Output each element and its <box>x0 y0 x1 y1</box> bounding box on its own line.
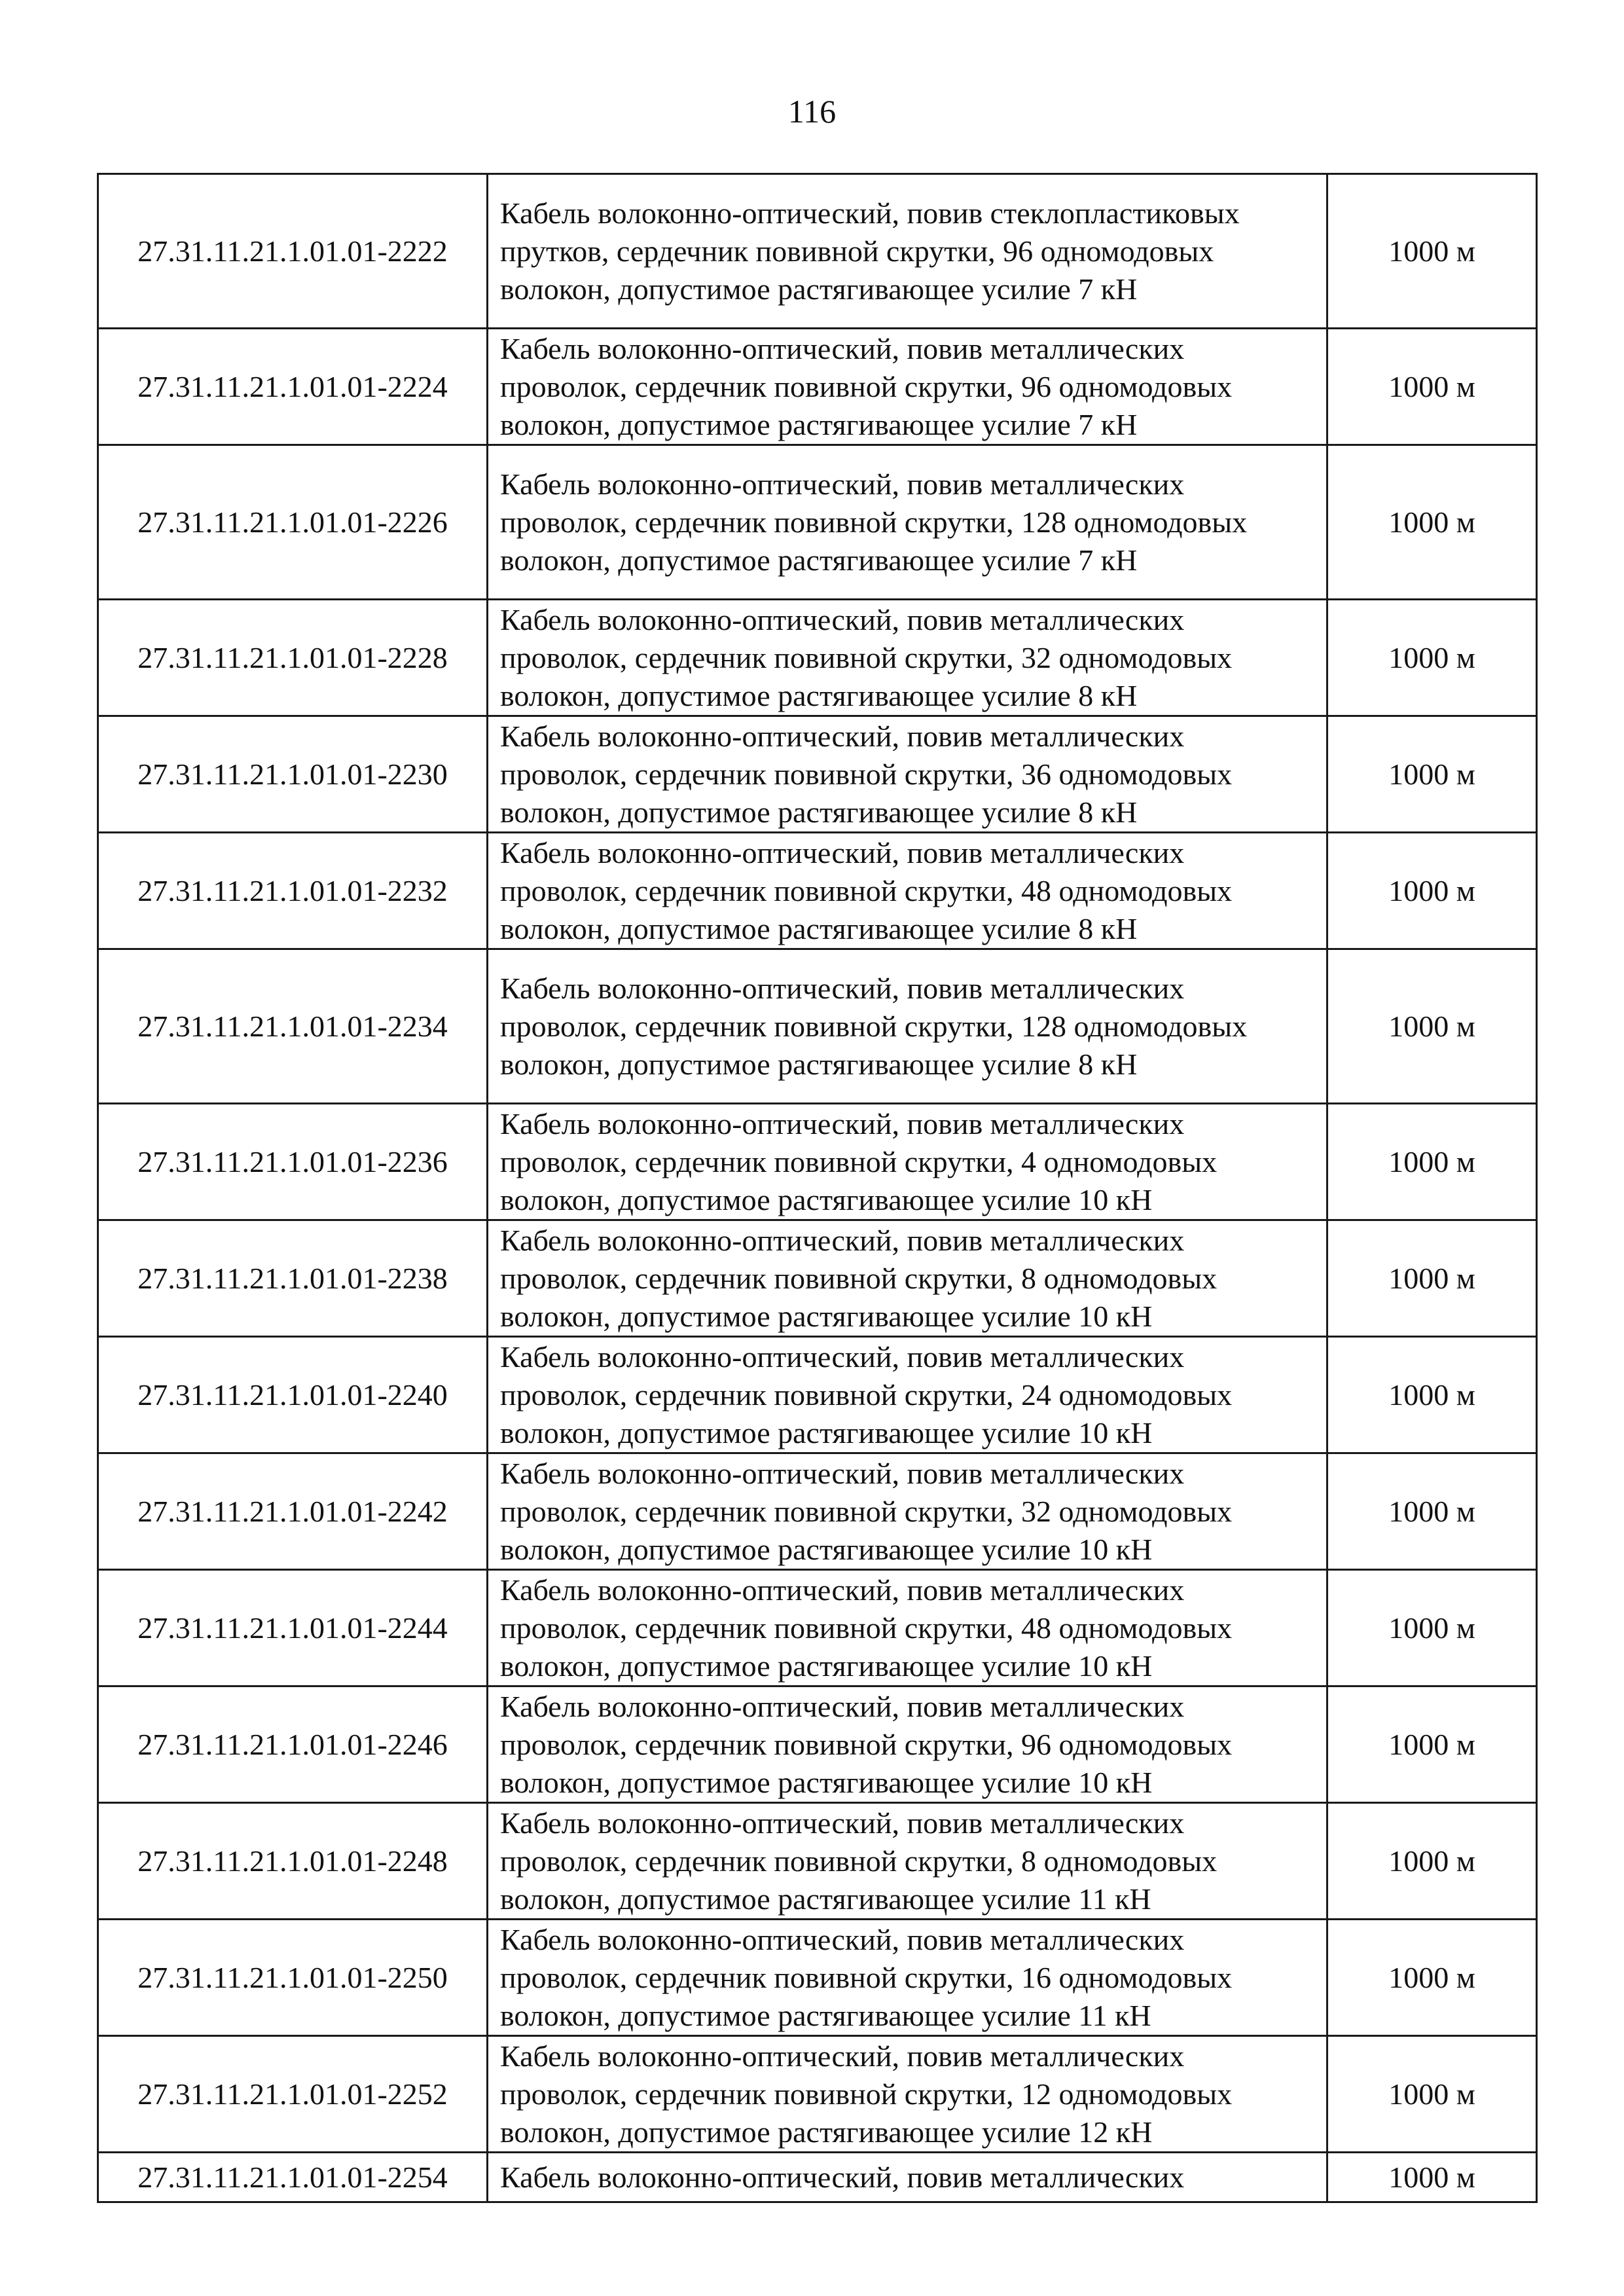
resource-code: 27.31.11.21.1.01.01-2236 <box>98 1104 488 1220</box>
resource-unit: 1000 м <box>1327 1686 1537 1803</box>
resource-code: 27.31.11.21.1.01.01-2222 <box>98 174 488 329</box>
resource-code: 27.31.11.21.1.01.01-2224 <box>98 329 488 445</box>
table-row <box>98 329 1537 445</box>
page-number: 116 <box>787 93 837 130</box>
resource-code: 27.31.11.21.1.01.01-2234 <box>98 949 488 1104</box>
resource-description: Кабель волоконно-оптический, повив металлических проволок, сердечник повивной скрутки, 36 одномодовых волокон, допустимое растягивающее усилие 8 кН <box>488 716 1327 833</box>
resource-unit: 1000 м <box>1327 1453 1537 1570</box>
table-row <box>98 1570 1537 1686</box>
resource-description: Кабель волоконно-оптический, повив металлических проволок, сердечник повивной скрутки, 32 одномодовых волокон, допустимое растягивающее усилие 10 кН <box>488 1453 1327 1570</box>
resource-code: 27.31.11.21.1.01.01-2254 <box>98 2153 488 2202</box>
resource-unit: 1000 м <box>1327 445 1537 600</box>
resource-description: Кабель волоконно-оптический, повив металлических проволок, сердечник повивной скрутки, 128 одномодовых волокон, допустимое растягивающее усилие 7 кН <box>488 445 1327 600</box>
resource-unit: 1000 м <box>1327 1220 1537 1337</box>
resource-unit: 1000 м <box>1327 1337 1537 1453</box>
resource-table <box>97 173 1538 2203</box>
resource-description: Кабель волоконно-оптический, повив металлических проволок, сердечник повивной скрутки, 96 одномодовых волокон, допустимое растягивающее усилие 7 кН <box>488 329 1327 445</box>
table-row <box>98 833 1537 949</box>
resource-unit: 1000 м <box>1327 329 1537 445</box>
resource-unit: 1000 м <box>1327 2036 1537 2153</box>
resource-code: 27.31.11.21.1.01.01-2248 <box>98 1803 488 1920</box>
resource-code: 27.31.11.21.1.01.01-2250 <box>98 1920 488 2036</box>
resource-description: Кабель волоконно-оптический, повив металлических проволок, сердечник повивной скрутки, 32 одномодовых волокон, допустимое растягивающее усилие 8 кН <box>488 600 1327 716</box>
table-row <box>98 1686 1537 1803</box>
table-row <box>98 2036 1537 2153</box>
table-row <box>98 1104 1537 1220</box>
resource-description: Кабель волоконно-оптический, повив металлических проволок, сердечник повивной скрутки, 4 одномодовых волокон, допустимое растягивающее усилие 10 кН <box>488 1104 1327 1220</box>
resource-code: 27.31.11.21.1.01.01-2246 <box>98 1686 488 1803</box>
resource-code: 27.31.11.21.1.01.01-2238 <box>98 1220 488 1337</box>
resource-code: 27.31.11.21.1.01.01-2228 <box>98 600 488 716</box>
resource-code: 27.31.11.21.1.01.01-2240 <box>98 1337 488 1453</box>
table-row <box>98 1803 1537 1920</box>
resource-unit: 1000 м <box>1327 1920 1537 2036</box>
resource-code: 27.31.11.21.1.01.01-2252 <box>98 2036 488 2153</box>
table-row <box>98 1220 1537 1337</box>
resource-unit: 1000 м <box>1327 174 1537 329</box>
resource-description: Кабель волоконно-оптический, повив металлических проволок, сердечник повивной скрутки, 12 одномодовых волокон, допустимое растягивающее усилие 12 кН <box>488 2036 1327 2153</box>
resource-code: 27.31.11.21.1.01.01-2232 <box>98 833 488 949</box>
resource-description: Кабель волоконно-оптический, повив металлических проволок, сердечник повивной скрутки, 16 одномодовых волокон, допустимое растягивающее усилие 11 кН <box>488 1920 1327 2036</box>
resource-unit: 1000 м <box>1327 833 1537 949</box>
resource-unit: 1000 м <box>1327 1104 1537 1220</box>
table-row <box>98 949 1537 1104</box>
table-row <box>98 1337 1537 1453</box>
resource-code: 27.31.11.21.1.01.01-2242 <box>98 1453 488 1570</box>
resource-code: 27.31.11.21.1.01.01-2230 <box>98 716 488 833</box>
table-row <box>98 2153 1537 2202</box>
resource-description: Кабель волоконно-оптический, повив металлических проволок, сердечник повивной скрутки, 128 одномодовых волокон, допустимое растягивающее усилие 8 кН <box>488 949 1327 1104</box>
resource-description: Кабель волоконно-оптический, повив металлических <box>488 2153 1327 2202</box>
resource-description: Кабель волоконно-оптический, повив металлических проволок, сердечник повивной скрутки, 8 одномодовых волокон, допустимое растягивающее усилие 10 кН <box>488 1220 1327 1337</box>
resource-code: 27.31.11.21.1.01.01-2244 <box>98 1570 488 1686</box>
table-row <box>98 1920 1537 2036</box>
resource-description: Кабель волоконно-оптический, повив металлических проволок, сердечник повивной скрутки, 24 одномодовых волокон, допустимое растягивающее усилие 10 кН <box>488 1337 1327 1453</box>
resource-unit: 1000 м <box>1327 1570 1537 1686</box>
table-row <box>98 445 1537 600</box>
resource-description: Кабель волоконно-оптический, повив металлических проволок, сердечник повивной скрутки, 96 одномодовых волокон, допустимое растягивающее усилие 10 кН <box>488 1686 1327 1803</box>
resource-unit: 1000 м <box>1327 600 1537 716</box>
resource-code: 27.31.11.21.1.01.01-2226 <box>98 445 488 600</box>
resource-description: Кабель волоконно-оптический, повив металлических проволок, сердечник повивной скрутки, 48 одномодовых волокон, допустимое растягивающее усилие 8 кН <box>488 833 1327 949</box>
resource-description: Кабель волоконно-оптический, повив стеклопластиковых прутков, сердечник повивной скрутки, 96 одномодовых волокон, допустимое растягивающее усилие 7 кН <box>488 174 1327 329</box>
resource-description: Кабель волоконно-оптический, повив металлических проволок, сердечник повивной скрутки, 8 одномодовых волокон, допустимое растягивающее усилие 11 кН <box>488 1803 1327 1920</box>
table-row <box>98 1453 1537 1570</box>
resource-description: Кабель волоконно-оптический, повив металлических проволок, сердечник повивной скрутки, 48 одномодовых волокон, допустимое растягивающее усилие 10 кН <box>488 1570 1327 1686</box>
table-row <box>98 600 1537 716</box>
resource-unit: 1000 м <box>1327 716 1537 833</box>
resource-unit: 1000 м <box>1327 2153 1537 2202</box>
table-row <box>98 716 1537 833</box>
resource-unit: 1000 м <box>1327 1803 1537 1920</box>
resource-unit: 1000 м <box>1327 949 1537 1104</box>
table-row <box>98 174 1537 329</box>
